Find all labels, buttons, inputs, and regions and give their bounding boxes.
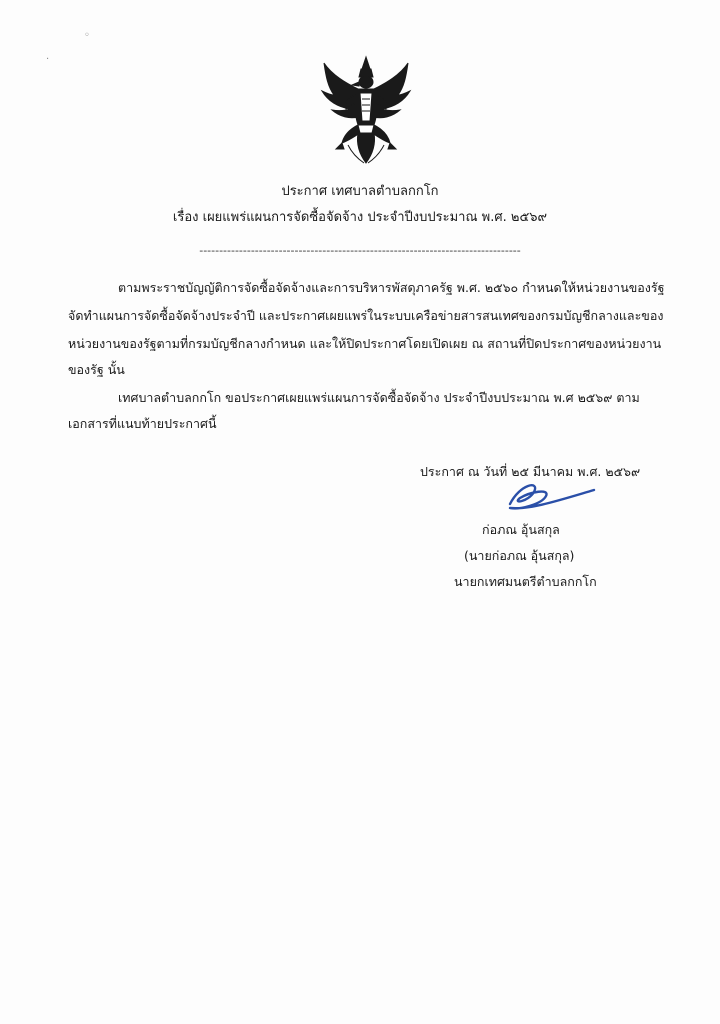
paragraph-2-line: เอกสารที่แนบท้ายประกาศนี้	[68, 416, 217, 431]
garuda-emblem-icon	[318, 55, 414, 165]
paragraph-1-line: หน่วยงานของรัฐตามที่กรมบัญชีกลางกำหนด และให้ปิดประกาศโดยเปิดเผย ณ สถานที่ปิดประกาศของหน่วยงาน	[68, 336, 662, 351]
paragraph-1-line: ตามพระราชบัญญัติการจัดซื้อจัดจ้างและการบริหารพัสดุภาครัฐ พ.ศ. ๒๕๖๐ กำหนดให้หน่วยงานของรัฐ	[118, 280, 665, 295]
signatory-full-name: (นายก่อภณ อุ้นสกุล)	[464, 548, 575, 563]
handwritten-signature-icon	[490, 470, 600, 520]
signatory-position: นายกเทศมนตรีตำบลกกโก	[454, 574, 597, 589]
scan-speck: ◦	[84, 30, 90, 41]
announcement-title: ประกาศ เทศบาลตำบลกกโก	[281, 184, 439, 199]
paragraph-1-line: ของรัฐ นั้น	[68, 362, 125, 377]
announcement-subject: เรื่อง เผยแพร่แผนการจัดซื้อจัดจ้าง ประจำปีงบประมาณ พ.ศ. ๒๕๖๙	[172, 210, 548, 225]
paragraph-1-line: จัดทำแผนการจัดซื้อจัดจ้างประจำปี และประกาศเผยแพร่ในระบบเครือข่ายสารสนเทศของกรมบัญชีกลางและของ	[68, 308, 664, 323]
divider-line: ---------------------------------------------------------------------------------	[199, 244, 521, 257]
scan-speck: ·	[46, 54, 50, 65]
paragraph-2-line: เทศบาลตำบลกกโก ขอประกาศเผยแพร่แผนการจัดซื้อจัดจ้าง ประจำปีงบประมาณ พ.ศ ๒๕๖๙ ตาม	[118, 390, 640, 405]
signatory-name: ก่อภณ อุ้นสกุล	[482, 522, 560, 537]
announcement-date: ประกาศ ณ วันที่ ๒๕ มีนาคม พ.ศ. ๒๕๖๙	[420, 464, 641, 479]
